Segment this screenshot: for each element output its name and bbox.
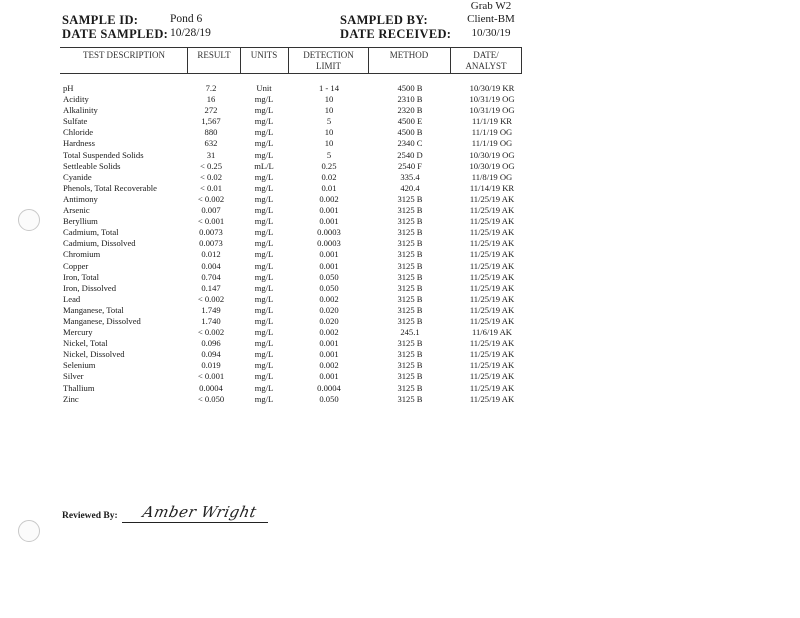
cell-method: 3125 B: [397, 193, 423, 204]
cell-method: 3125 B: [397, 360, 423, 371]
cell-units: mg/L: [254, 216, 274, 227]
cell-method: 2320 B: [397, 105, 423, 116]
cell-method: 420.4: [400, 182, 420, 193]
table-row: [0, 205, 800, 216]
cell-units: mg/L: [254, 393, 274, 404]
cell-result: < 0.002: [197, 293, 225, 304]
cell-limit: 0.020: [319, 315, 339, 326]
cell-test: Acidity: [63, 94, 89, 105]
cell-limit: 10: [324, 105, 334, 116]
sample-id-label: SAMPLE ID:: [62, 13, 139, 27]
table-row: [0, 94, 800, 105]
cell-units: mg/L: [254, 105, 274, 116]
cell-units: mg/L: [254, 127, 274, 138]
cell-units: mg/L: [254, 182, 274, 193]
cell-method: 3125 B: [397, 238, 423, 249]
cell-method: 2540 F: [397, 160, 423, 171]
cell-result: 0.007: [201, 205, 221, 216]
cell-limit: 0.002: [319, 193, 339, 204]
cell-units: mg/L: [254, 238, 274, 249]
cell-limit: 0.0003: [317, 238, 341, 249]
cell-date: 11/25/19 AK: [469, 216, 515, 227]
table-row: [0, 316, 800, 327]
cell-result: < 0.002: [197, 193, 225, 204]
cell-limit: 0.01: [321, 182, 337, 193]
cell-date: 11/1/19 OG: [471, 138, 513, 149]
cell-result: < 0.001: [197, 216, 225, 227]
cell-method: 3125 B: [397, 349, 423, 360]
cell-date: 10/30/19 OG: [469, 149, 515, 160]
col-date-line2: ANALYST: [465, 61, 507, 71]
table-row: [0, 338, 800, 349]
cell-result: < 0.01: [199, 182, 223, 193]
sampled-by-label: SAMPLED BY:: [340, 13, 428, 27]
cell-date: 11/25/19 AK: [469, 315, 515, 326]
table-row: [0, 360, 800, 371]
table-row: [0, 394, 800, 405]
cell-date: 11/1/19 OG: [471, 127, 513, 138]
cell-limit: 0.0004: [317, 382, 341, 393]
cell-method: 335.4: [400, 171, 420, 182]
cell-test: Manganese, Dissolved: [63, 315, 141, 326]
cell-date: 11/14/19 KR: [469, 182, 515, 193]
cell-limit: 0.050: [319, 271, 339, 282]
table-row: [0, 127, 800, 138]
date-sampled-value: 10/28/19: [170, 27, 211, 39]
cell-limit: 0.002: [319, 360, 339, 371]
cell-test: Alkalinity: [63, 105, 98, 116]
cell-units: mg/L: [254, 371, 274, 382]
cell-test: Copper: [63, 260, 89, 271]
cell-test: Phenols, Total Recoverable: [63, 182, 157, 193]
cell-units: mg/L: [254, 360, 274, 371]
table-row: [0, 272, 800, 283]
cell-result: 0.004: [201, 260, 221, 271]
cell-units: Unit: [256, 83, 272, 93]
cell-test: Total Suspended Solids: [63, 149, 144, 160]
cell-limit: 0.001: [319, 216, 339, 227]
cell-test: pH: [63, 83, 74, 93]
cell-method: 3125 B: [397, 338, 423, 349]
cell-test: Iron, Dissolved: [63, 282, 116, 293]
cell-result: 0.0004: [199, 382, 223, 393]
cell-result: < 0.001: [197, 371, 225, 382]
cell-limit: 5: [326, 149, 332, 160]
col-limit-line1: DETECTION: [303, 50, 354, 60]
sample-type: Grab W2: [470, 0, 512, 12]
col-limit: [289, 50, 368, 72]
cell-test: Iron, Total: [63, 271, 99, 282]
cell-method: 3125 B: [397, 315, 423, 326]
cell-result: 0.0073: [199, 238, 223, 249]
col-method: METHOD: [389, 50, 429, 60]
cell-units: mg/L: [254, 282, 274, 293]
date-sampled-label: DATE SAMPLED:: [62, 27, 169, 41]
cell-date: 11/25/19 AK: [469, 293, 515, 304]
cell-method: 2310 B: [397, 94, 423, 105]
cell-limit: 0.0003: [317, 227, 341, 238]
cell-result: 1.749: [201, 304, 221, 315]
table-row: [0, 349, 800, 360]
cell-units: mg/L: [254, 293, 274, 304]
cell-result: 16: [206, 94, 216, 105]
cell-result: 880: [204, 127, 218, 138]
col-units: UNITS: [250, 50, 278, 60]
cell-date: 11/25/19 AK: [469, 360, 515, 371]
sampled-by-value: Client-BM: [467, 13, 515, 25]
table-row: [0, 83, 800, 94]
cell-date: 11/8/19 OG: [471, 171, 513, 182]
cell-limit: 0.001: [319, 249, 339, 260]
table-row: [0, 105, 800, 116]
cell-limit: 0.050: [319, 282, 339, 293]
cell-units: mg/L: [254, 271, 274, 282]
table-row: [0, 283, 800, 294]
cell-result: 1,567: [201, 116, 221, 127]
cell-method: 3125 B: [397, 304, 423, 315]
cell-limit: 0.050: [319, 393, 339, 404]
table-row: [0, 371, 800, 382]
cell-result: 7.2: [205, 83, 217, 93]
cell-units: mg/L: [254, 116, 274, 127]
cell-method: 4500 B: [397, 83, 423, 93]
cell-limit: 0.001: [319, 349, 339, 360]
cell-date: 10/31/19 OG: [469, 94, 515, 105]
cell-units: mg/L: [254, 205, 274, 216]
cell-result: < 0.25: [199, 160, 223, 171]
cell-test: Antimony: [63, 193, 98, 204]
cell-method: 245.1: [400, 327, 420, 338]
cell-test: Mercury: [63, 327, 93, 338]
cell-method: 3125 B: [397, 205, 423, 216]
signature: Amber Wright: [141, 503, 259, 521]
hole-punch-bottom: [18, 520, 40, 542]
cell-test: Cyanide: [63, 171, 92, 182]
table-row: [0, 238, 800, 249]
table-row: [0, 138, 800, 149]
cell-result: 0.147: [201, 282, 221, 293]
cell-units: mg/L: [254, 138, 274, 149]
cell-result: 632: [204, 138, 218, 149]
cell-units: mg/L: [254, 149, 274, 160]
col-date: [451, 50, 521, 72]
cell-test: Beryllium: [63, 216, 98, 227]
table-row: [0, 194, 800, 205]
cell-test: Chloride: [63, 127, 94, 138]
cell-method: 3125 B: [397, 382, 423, 393]
cell-limit: 0.25: [321, 160, 337, 171]
cell-test: Cadmium, Dissolved: [63, 238, 136, 249]
cell-method: 3125 B: [397, 216, 423, 227]
cell-method: 2540 D: [397, 149, 423, 160]
cell-result: 0.012: [201, 249, 221, 260]
cell-units: mg/L: [254, 94, 274, 105]
cell-result: 0.096: [201, 338, 221, 349]
cell-method: 3125 B: [397, 393, 423, 404]
cell-date: 11/25/19 AK: [469, 260, 515, 271]
cell-method: 2340 C: [397, 138, 423, 149]
cell-method: 3125 B: [397, 282, 423, 293]
cell-date: 10/31/19 OG: [469, 105, 515, 116]
cell-date: 11/25/19 AK: [469, 349, 515, 360]
cell-date: 10/30/19 KR: [469, 83, 515, 93]
table-row: [0, 383, 800, 394]
cell-test: Manganese, Total: [63, 304, 124, 315]
cell-date: 11/6/19 AK: [471, 327, 513, 338]
signature-line: [122, 522, 268, 523]
cell-method: 4500 B: [397, 127, 423, 138]
column-header: [60, 47, 522, 74]
cell-limit: 10: [324, 94, 334, 105]
cell-limit: 5: [326, 116, 332, 127]
cell-test: Settleable Solids: [63, 160, 121, 171]
cell-date: 11/25/19 AK: [469, 205, 515, 216]
cell-limit: 0.001: [319, 338, 339, 349]
cell-units: mg/L: [254, 327, 274, 338]
cell-test: Silver: [63, 371, 84, 382]
cell-test: Cadmium, Total: [63, 227, 119, 238]
table-row: [0, 294, 800, 305]
cell-units: mg/L: [254, 338, 274, 349]
col-date-line1: DATE/: [473, 50, 499, 60]
col-limit-line2: LIMIT: [316, 61, 341, 71]
table-row: [0, 161, 800, 172]
cell-method: 3125 B: [397, 249, 423, 260]
table-row: [0, 216, 800, 227]
cell-result: 0.704: [201, 271, 221, 282]
cell-test: Thallium: [63, 382, 95, 393]
table-row: [0, 183, 800, 194]
cell-date: 11/25/19 AK: [469, 249, 515, 260]
cell-date: 11/25/19 AK: [469, 393, 515, 404]
cell-date: 11/25/19 AK: [469, 227, 515, 238]
cell-method: 3125 B: [397, 271, 423, 282]
cell-limit: 0.001: [319, 260, 339, 271]
cell-limit: 0.002: [319, 293, 339, 304]
cell-limit: 0.02: [321, 171, 337, 182]
cell-limit: 10: [324, 127, 334, 138]
cell-units: mg/L: [254, 249, 274, 260]
table-row: [0, 249, 800, 260]
date-received-label: DATE RECEIVED:: [340, 27, 452, 41]
cell-date: 11/25/19 AK: [469, 238, 515, 249]
table-row: [0, 327, 800, 338]
cell-result: < 0.002: [197, 327, 225, 338]
results-table: [0, 83, 800, 405]
cell-units: mg/L: [254, 304, 274, 315]
cell-limit: 0.020: [319, 304, 339, 315]
date-received-value: 10/30/19: [471, 27, 511, 39]
cell-date: 11/25/19 AK: [469, 382, 515, 393]
cell-test: Chromium: [63, 249, 101, 260]
cell-method: 3125 B: [397, 371, 423, 382]
cell-date: 11/1/19 KR: [471, 116, 513, 127]
cell-limit: 0.001: [319, 205, 339, 216]
cell-date: 10/30/19 OG: [469, 160, 515, 171]
table-row: [0, 116, 800, 127]
cell-result: < 0.050: [197, 393, 225, 404]
cell-units: mg/L: [254, 382, 274, 393]
col-result: RESULT: [197, 50, 231, 60]
cell-limit: 0.001: [319, 371, 339, 382]
cell-result: 1.740: [201, 315, 221, 326]
table-row: [0, 261, 800, 272]
cell-method: 3125 B: [397, 227, 423, 238]
cell-method: 4500 E: [397, 116, 423, 127]
cell-test: Selenium: [63, 360, 96, 371]
cell-test: Nickel, Dissolved: [63, 349, 125, 360]
cell-date: 11/25/19 AK: [469, 304, 515, 315]
sample-id-value: Pond 6: [170, 13, 203, 25]
cell-result: < 0.02: [199, 171, 223, 182]
cell-units: mg/L: [254, 227, 274, 238]
table-row: [0, 227, 800, 238]
cell-test: Arsenic: [63, 205, 90, 216]
cell-result: 0.0073: [199, 227, 223, 238]
cell-date: 11/25/19 AK: [469, 338, 515, 349]
cell-limit: 0.002: [319, 327, 339, 338]
cell-units: mL/L: [254, 160, 274, 171]
cell-result: 0.019: [201, 360, 221, 371]
col-test: TEST DESCRIPTION: [82, 50, 166, 60]
reviewed-by-label: Reviewed By:: [62, 511, 118, 521]
cell-result: 272: [204, 105, 218, 116]
table-row: [0, 305, 800, 316]
cell-test: Nickel, Total: [63, 338, 108, 349]
cell-date: 11/25/19 AK: [469, 193, 515, 204]
table-row: [0, 172, 800, 183]
cell-test: Sulfate: [63, 116, 88, 127]
cell-method: 3125 B: [397, 293, 423, 304]
cell-method: 3125 B: [397, 260, 423, 271]
cell-limit: 1 - 14: [318, 83, 340, 93]
cell-units: mg/L: [254, 349, 274, 360]
cell-units: mg/L: [254, 260, 274, 271]
cell-units: mg/L: [254, 315, 274, 326]
table-row: [0, 150, 800, 161]
cell-units: mg/L: [254, 171, 274, 182]
cell-date: 11/25/19 AK: [469, 371, 515, 382]
cell-test: Zinc: [63, 393, 79, 404]
cell-date: 11/25/19 AK: [469, 282, 515, 293]
cell-date: 11/25/19 AK: [469, 271, 515, 282]
cell-result: 0.094: [201, 349, 221, 360]
cell-result: 31: [206, 149, 216, 160]
cell-limit: 10: [324, 138, 334, 149]
cell-units: mg/L: [254, 193, 274, 204]
cell-test: Hardness: [63, 138, 95, 149]
cell-test: Lead: [63, 293, 81, 304]
